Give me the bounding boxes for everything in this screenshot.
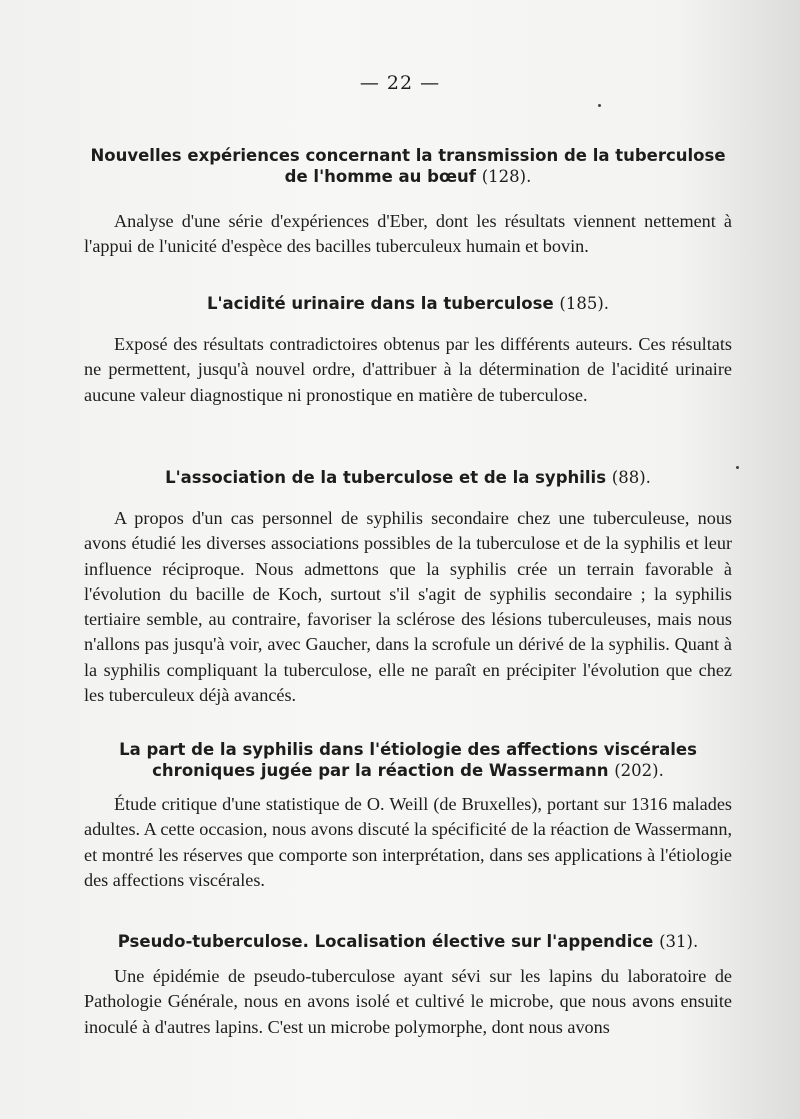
section-heading <box>84 293 732 314</box>
heading-line: chroniques jugée par la réaction de Wassermann <box>152 761 609 780</box>
section-heading <box>84 145 732 187</box>
section-heading <box>84 467 732 488</box>
section-body: Une épidémie de pseudo-tuberculose ayant sévi sur les lapins du laboratoire de Pathologie Générale, nous en avons isolé et cultivé le microbe, que nous avons ensuite inoculé à d'autres lapins. C'est un microbe polymorphe, dont nous avons <box>84 966 732 1037</box>
section-wassermann <box>84 739 732 893</box>
section-transmission-tuberculose <box>84 145 732 260</box>
section-body: Étude critique d'une statistique de O. Weill (de Bruxelles), portant sur 1316 malades adultes. A cette occasion, nous avons discuté la spécificité de la réaction de Wassermann, et montré les réserves que comporte son interprétation, dans ses applications à l'étiologie des affections viscérales. <box>84 794 732 890</box>
section-body: Exposé des résultats contradictoires obtenus par les différents auteurs. Ces résultats ne permettent, jusqu'à nouvel ordre, d'attribuer à la détermination de l'acidité urinaire aucune valeur diagnostique ni pronostique en matière de tuberculose. <box>84 334 732 405</box>
heading-line: La part de la syphilis dans l'étiologie des affections viscérales <box>119 740 697 759</box>
section-heading <box>84 931 732 952</box>
section-acidite-urinaire <box>84 293 732 408</box>
heading-line: L'acidité urinaire dans la tuberculose <box>206 294 554 313</box>
heading-line: Nouvelles expériences concernant la transmission de la tuberculose <box>90 146 726 165</box>
page-number: — 22 — <box>359 72 441 94</box>
section-body: Analyse d'une série d'expériences d'Eber, dont les résultats viennent nettement à l'appui de l'unicité d'espèce des bacilles tuberculeux humain et bovin. <box>84 211 732 257</box>
section-heading <box>84 739 732 781</box>
print-speck <box>598 104 601 107</box>
reference-number: (185). <box>559 294 610 313</box>
reference-number: (128). <box>481 167 532 186</box>
reference-number: (88). <box>611 468 651 487</box>
section-association-syphilis <box>84 467 732 708</box>
reference-number: (31). <box>659 932 699 951</box>
heading-line: L'association de la tuberculose et de la syphilis <box>165 468 607 487</box>
section-pseudo-tuberculose <box>84 931 732 1040</box>
heading-line: Pseudo-tuberculose. Localisation élective sur l'appendice <box>117 932 654 951</box>
section-body: A propos d'un cas personnel de syphilis secondaire chez une tuberculeuse, nous avons étudié les diverses associations possibles de la tuberculose et de la syphilis et leur influence réciproque. Nous admettons que la syphilis crée un terrain favorable à l'évolution du bacille de Koch, surtout s'il s'agit de syphilis secondaire ; la syphilis tertiaire semble, au contraire, favoriser la sclérose des lésions tuberculeuses, mais nous n'allons pas jusqu'à voir, avec Gaucher, dans la scrofule un dérivé de la syphilis. Quant à la syphilis compliquant la tuberculose, elle ne paraît en précipiter l'évolution que chez les tuberculeux déjà avancés. <box>84 508 732 706</box>
heading-line: de l'homme au bœuf <box>284 167 476 186</box>
reference-number: (202). <box>614 761 664 780</box>
print-speck <box>736 466 739 469</box>
